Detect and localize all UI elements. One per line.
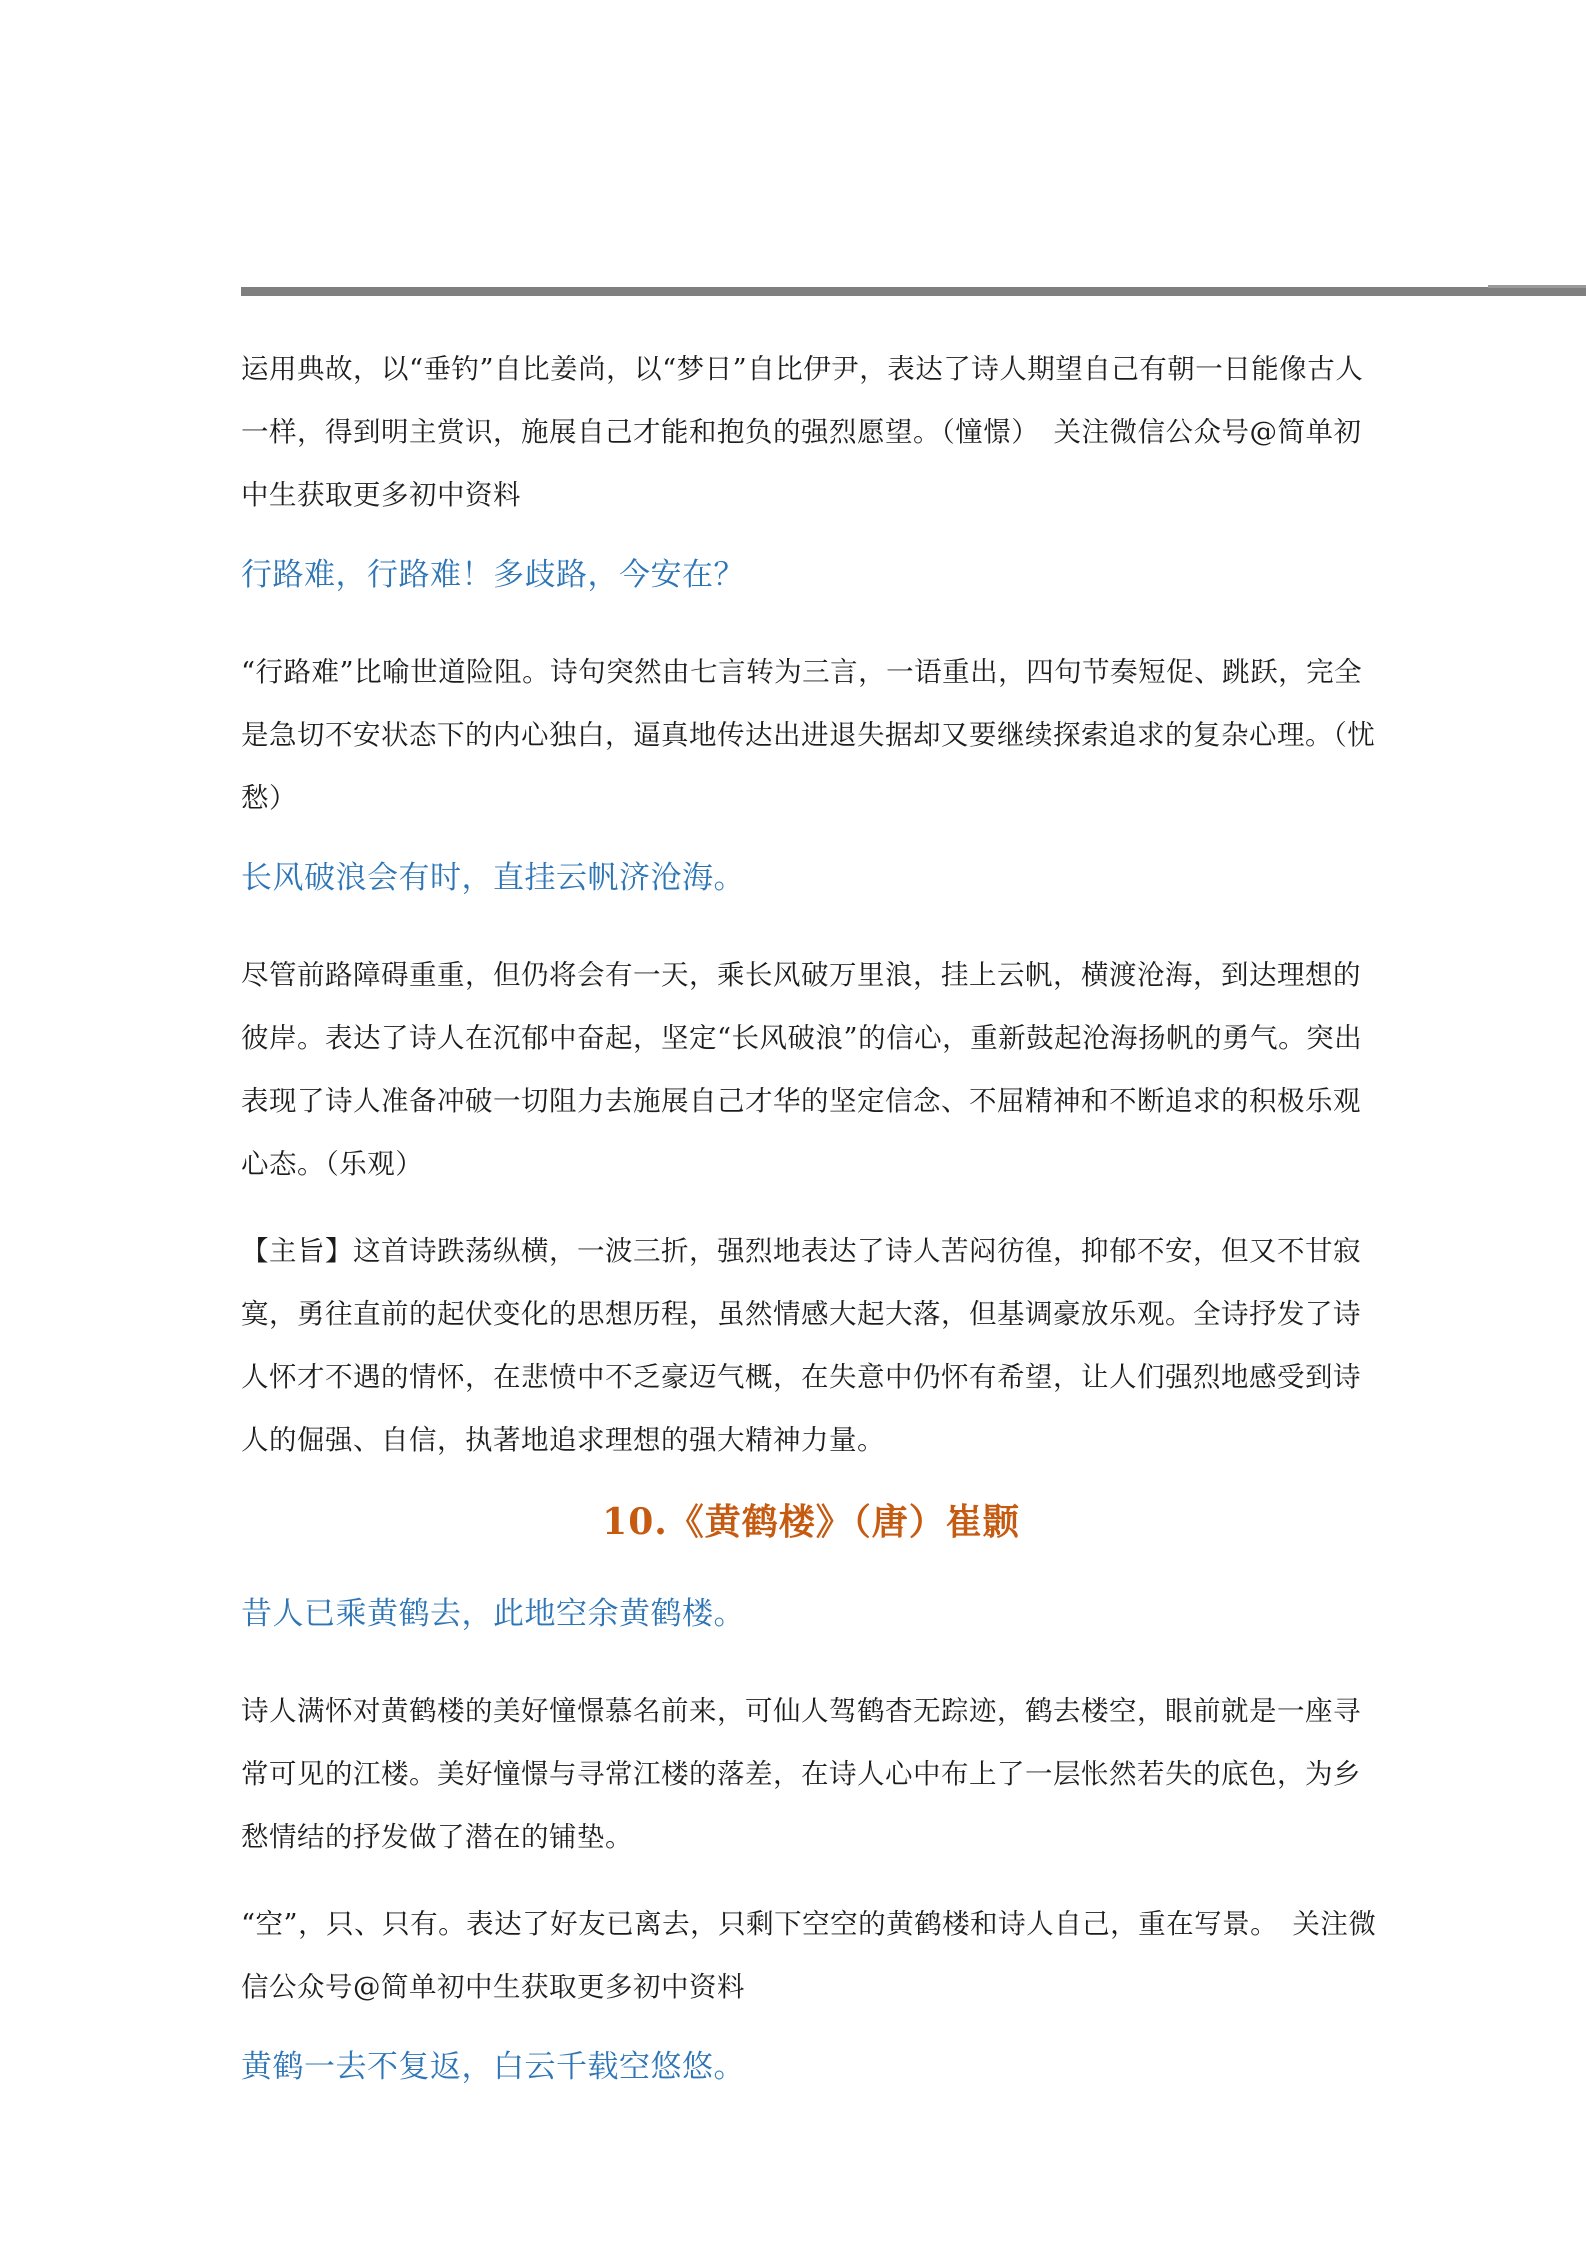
paragraph-allusion: 运用典故，以“垂钓”自比姜尚，以“梦日”自比伊尹，表达了诗人期望自己有朝一日能像古人一样，得到明主赏识，施展自己才能和抱负的强烈愿望。（憧憬） 关注微信公众号@简单初中生获取更多初中资料 bbox=[241, 353, 1364, 511]
verse-huanghe-yiqu: 黄鹤一去不复返，白云千载空悠悠。 bbox=[241, 2049, 745, 2085]
paragraph-changfeng-analysis: 尽管前路障碍重重，但仍将会有一天，乘长风破万里浪，挂上云帆，横渡沧海，到达理想的彼岸。表达了诗人在沉郁中奋起，坚定“长风破浪”的信心，重新鼓起沧海扬帆的勇气。突出表现了诗人准备冲破一切阻力去施展自己才华的坚定信念、不屈精神和不断追求的积极乐观心态。（乐观） bbox=[241, 959, 1363, 1180]
paragraph-xiren-analysis: 诗人满怀对黄鹤楼的美好憧憬慕名前来，可仙人驾鹤杳无踪迹，鹤去楼空，眼前就是一座寻常可见的江楼。美好憧憬与寻常江楼的落差，在诗人心中布上了一层怅然若失的底色，为乡愁情结的抒发做了潜在的铺垫。 bbox=[241, 1695, 1361, 1853]
header-rule-cap bbox=[1488, 285, 1586, 288]
section-title-huanghelou: 10.《黄鹤楼》（唐）崔颢 bbox=[602, 1501, 1020, 1543]
paragraph-theme: 【主旨】这首诗跌荡纵横，一波三折，强烈地表达了诗人苦闷彷徨，抑郁不安，但又不甘寂寞，勇往直前的起伏变化的思想历程，虽然情感大起大落，但基调豪放乐观。全诗抒发了诗人怀才不遇的情怀，在悲愤中不乏豪迈气概，在失意中仍怀有希望，让人们强烈地感受到诗人的倔强、自信，执著地追求理想的强大精神力量。 bbox=[241, 1235, 1361, 1456]
paragraph-kong-analysis: “空”，只、只有。表达了好友已离去，只剩下空空的黄鹤楼和诗人自己，重在写景。 关注微信公众号@简单初中生获取更多初中资料 bbox=[241, 1908, 1377, 2003]
verse-changfeng: 长风破浪会有时，直挂云帆济沧海。 bbox=[241, 860, 745, 896]
verse-xiren: 昔人已乘黄鹤去，此地空余黄鹤楼。 bbox=[241, 1596, 745, 1632]
document-body bbox=[241, 338, 1381, 2091]
paragraph-xinglunan-analysis: “行路难”比喻世道险阻。诗句突然由七言转为三言，一语重出，四句节奏短促、跳跃，完全是急切不安状态下的内心独白，逼真地传达出进退失据却又要继续探索追求的复杂心理。（忧愁） bbox=[241, 656, 1376, 814]
verse-xinglunan: 行路难，行路难！多歧路，今安在？ bbox=[241, 557, 745, 593]
header-rule bbox=[241, 287, 1586, 296]
